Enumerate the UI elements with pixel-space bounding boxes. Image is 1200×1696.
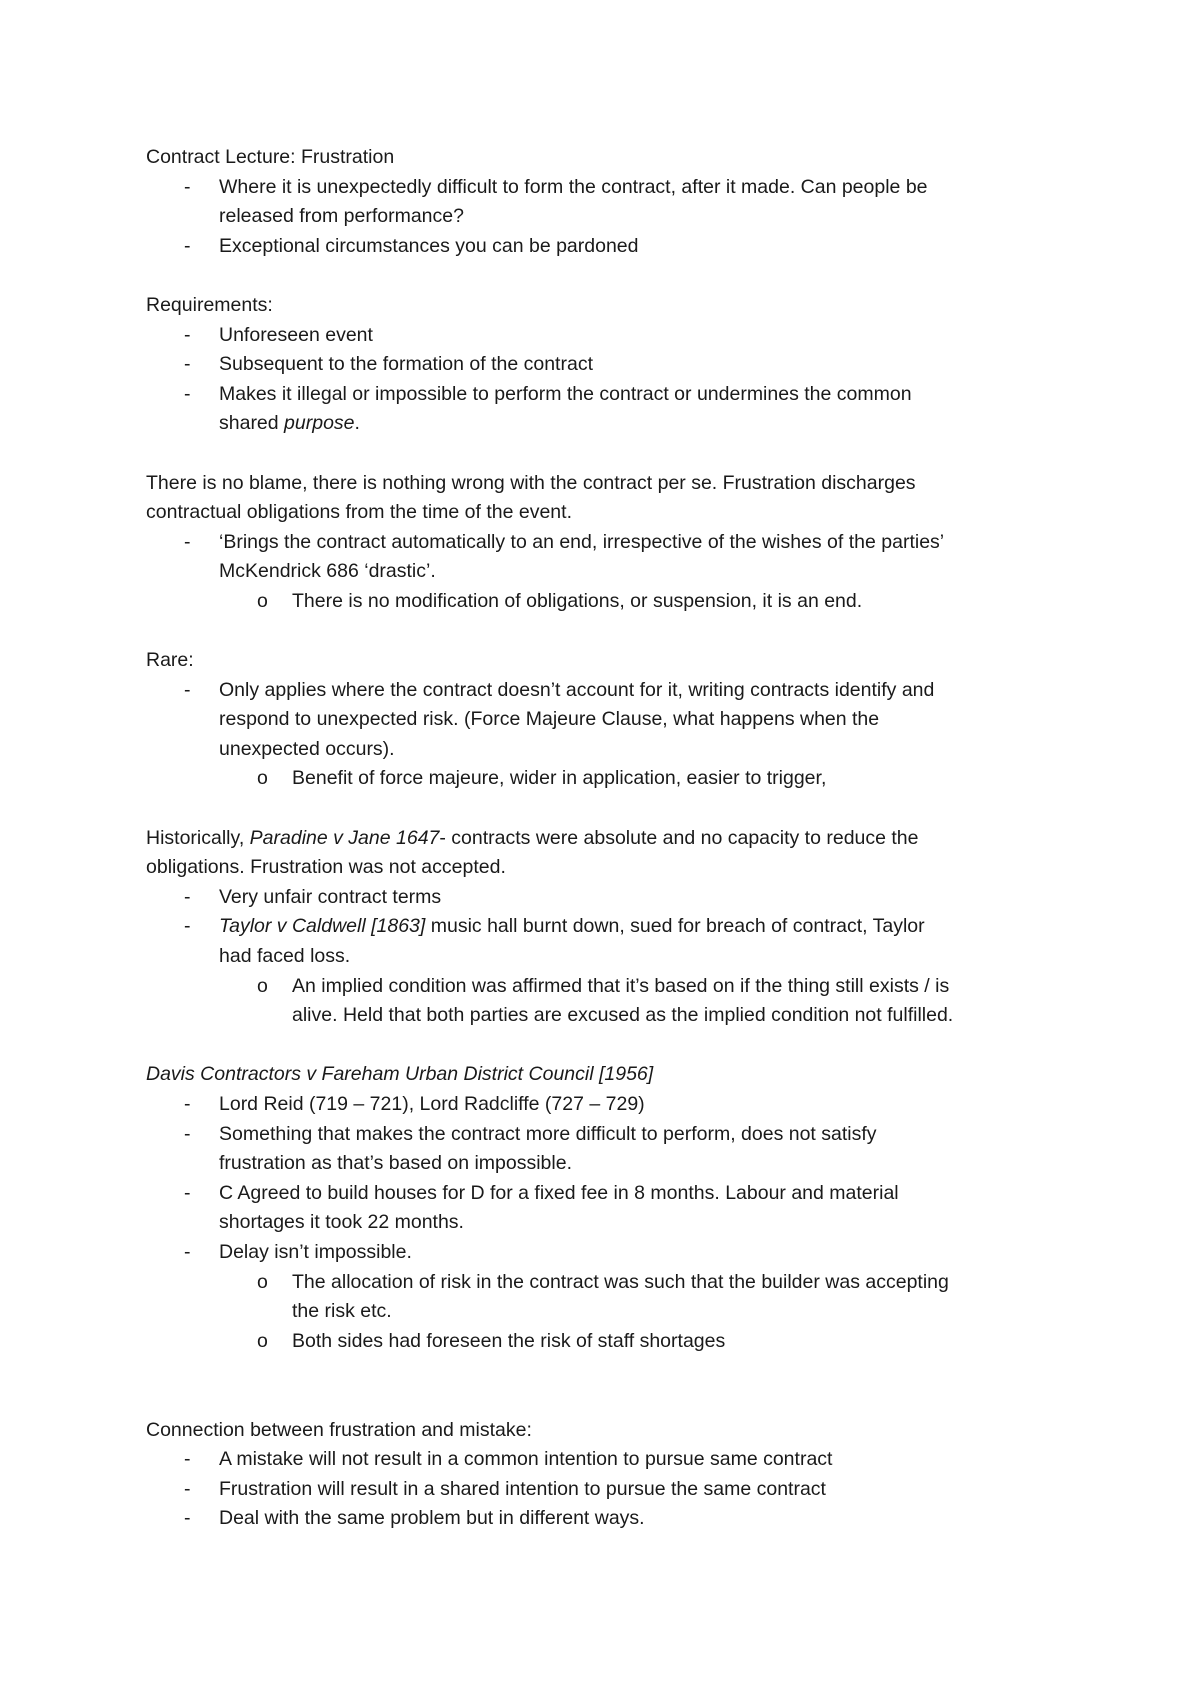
- dash-marker: -: [184, 382, 191, 405]
- list-item: - Only applies where the contract doesn’t account for it, writing contracts identify and respond to unexpected risk. (Force Majeure Clause, what happens when the unexpected occurs).: [146, 676, 1080, 765]
- list-item-text: Lord Reid (719 – 721), Lord Radcliffe (727 – 729): [219, 1093, 645, 1115]
- list-item-text: A mistake will not result in a common intention to pursue same contract: [219, 1448, 833, 1471]
- dash-marker: -: [184, 323, 191, 346]
- sub-list-item: o The allocation of risk in the contract was such that the builder was accepting the risk etc.: [146, 1268, 1080, 1327]
- sub-list-item: [146, 1327, 1080, 1357]
- dash-marker: -: [184, 1477, 191, 1500]
- section-heading-connection: Connection between frustration and mistake:: [146, 1418, 532, 1441]
- dash-marker: -: [184, 1093, 191, 1115]
- dash-marker: -: [184, 1507, 191, 1530]
- list-item: [146, 883, 1080, 913]
- sub-list-item-text: Benefit of force majeure, wider in application, easier to trigger,: [292, 767, 827, 790]
- dash-marker: -: [184, 1122, 191, 1145]
- list-item-text: Deal with the same problem but in different ways.: [219, 1507, 645, 1530]
- dash-marker: -: [184, 1181, 191, 1204]
- list-item: [146, 232, 1080, 262]
- dash-marker: -: [184, 1240, 191, 1263]
- dash-marker: -: [184, 915, 191, 938]
- sub-list-item-text: Both sides had foreseen the risk of staff shortages: [292, 1329, 726, 1352]
- dash-marker: -: [184, 234, 191, 257]
- circle-bullet-marker: o: [257, 1270, 268, 1293]
- list-item-text: Unforeseen event: [219, 323, 373, 346]
- list-item: - ‘Brings the contract automatically to an end, irrespective of the wishes of the parties’ McKendrick 686 ‘drastic’.: [146, 528, 1080, 587]
- dash-marker: -: [184, 1448, 191, 1471]
- list-item: - Makes it illegal or impossible to perform the contract or undermines the common shared purpose.: [146, 380, 1080, 439]
- sub-list-item: [146, 587, 1080, 617]
- list-item: - Where it is unexpectedly difficult to form the contract, after it made. Can people be released from performance?: [146, 173, 1080, 232]
- dash-marker: -: [184, 530, 191, 553]
- list-item: - C Agreed to build houses for D for a fixed fee in 8 months. Labour and material shortages it took 22 months.: [146, 1179, 1080, 1238]
- list-item: - Taylor v Caldwell [1863] music hall burnt down, sued for breach of contract, Taylor had faced loss.: [146, 912, 1080, 971]
- list-item-text: Frustration will result in a shared intention to pursue the same contract: [219, 1477, 826, 1500]
- paragraph: There is no blame, there is nothing wrong with the contract per se. Frustration discharges contractual obligations from the time of the event.: [146, 471, 916, 524]
- list-item: [146, 1504, 1080, 1534]
- paragraph: Historically, Paradine v Jane 1647- contracts were absolute and no capacity to reduce the obligations. Frustration was not accepted.: [146, 826, 919, 879]
- sub-list-item-text: There is no modification of obligations, or suspension, it is an end.: [292, 589, 863, 612]
- page-title: Contract Lecture: Frustration: [146, 146, 395, 168]
- list-item: [146, 1475, 1080, 1505]
- dash-marker: -: [184, 678, 191, 701]
- list-item: [146, 350, 1080, 380]
- list-item: [146, 321, 1080, 351]
- list-item-text: Very unfair contract terms: [219, 885, 442, 908]
- case-name: Taylor v Caldwell [1863]: [219, 915, 426, 938]
- dash-marker: -: [184, 885, 191, 908]
- list-item: - Something that makes the contract more difficult to perform, does not satisfy frustration as that’s based on impossible.: [146, 1120, 1080, 1179]
- circle-bullet-marker: o: [257, 767, 268, 790]
- list-item: [146, 1238, 1080, 1268]
- list-item: [146, 1090, 1080, 1120]
- sub-list-item: o An implied condition was affirmed that it’s based on if the thing still exists / is alive. Held that both parties are excused as the implied condition not fulfilled.: [146, 972, 1080, 1031]
- list-item-text: Delay isn’t impossible.: [219, 1240, 412, 1263]
- section-heading-rare: Rare:: [146, 649, 194, 672]
- section-heading-requirements: Requirements:: [146, 293, 273, 316]
- list-item: [146, 1445, 1080, 1475]
- dash-marker: -: [184, 175, 191, 198]
- list-item-text: Subsequent to the formation of the contract: [219, 353, 593, 376]
- dash-marker: -: [184, 353, 191, 376]
- sub-list-item: [146, 764, 1080, 794]
- emphasis-text: purpose: [284, 412, 355, 435]
- circle-bullet-marker: o: [257, 589, 268, 612]
- circle-bullet-marker: o: [257, 1329, 268, 1352]
- list-item-text: Exceptional circumstances you can be pardoned: [219, 234, 639, 257]
- case-name: Paradine v Jane 1647: [249, 826, 440, 849]
- circle-bullet-marker: o: [257, 974, 268, 997]
- case-heading: Davis Contractors v Fareham Urban District Council [1956]: [146, 1063, 654, 1086]
